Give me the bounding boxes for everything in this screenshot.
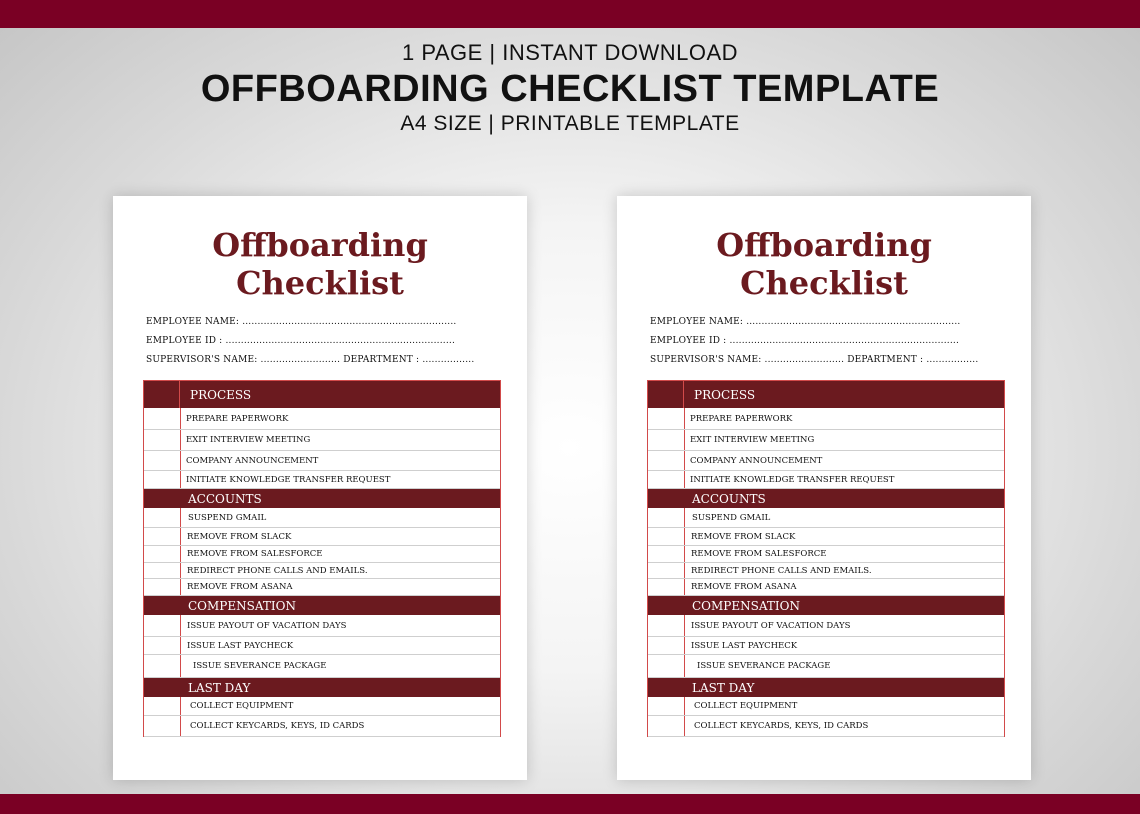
section-header	[648, 489, 1004, 508]
checklist-row	[144, 615, 500, 637]
checklist-item-label: REMOVE FROM SALESFORCE	[187, 549, 323, 559]
section-heading: ACCOUNTS	[188, 491, 262, 506]
checklist-row	[144, 546, 500, 563]
checklist-row	[648, 563, 1004, 579]
checklist-item-label: INITIATE KNOWLEDGE TRANSFER REQUEST	[690, 474, 895, 485]
employee-name-field: EMPLOYEE NAME: ......................................................................	[650, 317, 961, 327]
checkbox-cell[interactable]	[144, 697, 181, 715]
checklist-item-label: ISSUE SEVERANCE PACKAGE	[697, 661, 831, 671]
checkbox-cell[interactable]	[648, 546, 685, 562]
section-heading: PROCESS	[190, 387, 252, 402]
checklist-item-label: ISSUE LAST PAYCHECK	[187, 640, 294, 651]
checklist-item-label: ISSUE SEVERANCE PACKAGE	[193, 661, 327, 671]
checklist-title-line2: Checklist	[236, 264, 404, 302]
banner-line2: A4 SIZE | PRINTABLE TEMPLATE	[400, 112, 740, 135]
employee-name-field: EMPLOYEE NAME: ......................................................................	[146, 317, 457, 327]
checklist-item-label: PREPARE PAPERWORK	[690, 413, 793, 424]
checklist-row	[144, 408, 500, 430]
checklist-title	[617, 226, 1031, 302]
checklist-page-left	[113, 196, 527, 780]
checklist-row	[648, 508, 1004, 528]
checklist-row	[648, 716, 1004, 737]
checklist-item-label: COMPANY ANNOUNCEMENT	[690, 455, 823, 466]
section-header	[648, 596, 1004, 615]
checklist-item-label: REMOVE FROM ASANA	[187, 582, 293, 592]
checklist-row	[144, 655, 500, 678]
checklist-item-label: COLLECT KEYCARDS, KEYS, ID CARDS	[190, 721, 365, 731]
checklist-row	[648, 615, 1004, 637]
checkbox-cell[interactable]	[648, 615, 685, 636]
checklist-item-label: COLLECT KEYCARDS, KEYS, ID CARDS	[694, 721, 869, 731]
column-divider	[179, 381, 180, 408]
checklist-title-line1: Offboarding	[716, 226, 932, 264]
checklist-row	[144, 697, 500, 716]
checklist-item-label: REMOVE FROM SLACK	[691, 531, 796, 542]
checkbox-cell[interactable]	[648, 579, 685, 595]
checklist-item-label: ISSUE PAYOUT OF VACATION DAYS	[691, 620, 851, 631]
checkbox-cell[interactable]	[144, 408, 181, 429]
checklist-row	[648, 430, 1004, 451]
section-header	[144, 596, 500, 615]
section-heading: COMPENSATION	[188, 598, 296, 613]
section-heading: LAST DAY	[692, 680, 755, 695]
checklist-item-label: REMOVE FROM ASANA	[691, 582, 797, 592]
checklist-row	[648, 451, 1004, 471]
checkbox-cell[interactable]	[144, 508, 181, 527]
bottom-band	[0, 794, 1140, 814]
checklist-row	[144, 451, 500, 471]
checkbox-cell[interactable]	[648, 637, 685, 654]
checklist-row	[144, 579, 500, 596]
checkbox-cell[interactable]	[648, 563, 685, 578]
checklist-row	[648, 471, 1004, 489]
section-heading: COMPENSATION	[692, 598, 800, 613]
checkbox-cell[interactable]	[144, 528, 181, 545]
checkbox-cell[interactable]	[144, 471, 181, 488]
checklist-row	[648, 655, 1004, 678]
checklist-row	[648, 697, 1004, 716]
section-heading: LAST DAY	[188, 680, 251, 695]
checklist-row	[144, 471, 500, 489]
checklist-item-label: EXIT INTERVIEW MEETING	[690, 435, 815, 445]
checklist-item-label: EXIT INTERVIEW MEETING	[186, 435, 311, 445]
supervisor-department-field: SUPERVISOR'S NAME: .......................... DEPARTMENT : .................	[146, 355, 475, 365]
checklist-item-label: SUSPEND GMAIL	[692, 512, 771, 523]
section-header	[144, 381, 500, 408]
checklist-item-label: INITIATE KNOWLEDGE TRANSFER REQUEST	[186, 474, 391, 485]
checkbox-cell[interactable]	[144, 579, 181, 595]
column-divider	[683, 381, 684, 408]
checkbox-cell[interactable]	[144, 716, 181, 736]
checklist-item-label: REDIRECT PHONE CALLS AND EMAILS.	[187, 565, 368, 576]
checklist-item-label: COLLECT EQUIPMENT	[694, 701, 798, 711]
checklist-item-label: COLLECT EQUIPMENT	[190, 701, 294, 711]
employee-id-field: EMPLOYEE ID : ...........................................................................	[146, 336, 456, 346]
checklist-row	[144, 716, 500, 737]
checkbox-cell[interactable]	[144, 430, 181, 450]
checklist-title-line1: Offboarding	[212, 226, 428, 264]
checklist-page-right	[617, 196, 1031, 780]
checkbox-cell[interactable]	[144, 615, 181, 636]
section-heading: ACCOUNTS	[692, 491, 766, 506]
section-header	[648, 381, 1004, 408]
checklist-row	[648, 546, 1004, 563]
checklist-title-line2: Checklist	[740, 264, 908, 302]
checklist-row	[648, 579, 1004, 596]
banner-line1: 1 PAGE | INSTANT DOWNLOAD	[401, 40, 739, 65]
checklist-row	[144, 637, 500, 655]
banner-title: OFFBOARDING CHECKLIST TEMPLATE	[200, 68, 940, 110]
top-band	[0, 0, 1140, 28]
checkbox-cell[interactable]	[144, 563, 181, 578]
employee-id-field: EMPLOYEE ID : ...........................................................................	[650, 336, 960, 346]
checklist-item-label: REMOVE FROM SALESFORCE	[691, 549, 827, 559]
checkbox-cell[interactable]	[648, 655, 685, 677]
supervisor-department-field: SUPERVISOR'S NAME: .......................... DEPARTMENT : .................	[650, 355, 979, 365]
checkbox-cell[interactable]	[648, 508, 685, 527]
checkbox-cell[interactable]	[144, 546, 181, 562]
checklist-row	[144, 528, 500, 546]
checklist-row	[648, 528, 1004, 546]
section-header	[144, 678, 500, 697]
checklist-row	[144, 563, 500, 579]
checklist-table	[647, 380, 1005, 737]
checkbox-cell[interactable]	[648, 451, 685, 470]
section-heading: PROCESS	[694, 387, 756, 402]
checkbox-cell[interactable]	[648, 716, 685, 736]
checklist-item-label: SUSPEND GMAIL	[188, 512, 267, 523]
checkbox-cell[interactable]	[648, 471, 685, 488]
checklist-item-label: REMOVE FROM SLACK	[187, 531, 292, 542]
checkbox-cell[interactable]	[648, 408, 685, 429]
checklist-item-label: ISSUE PAYOUT OF VACATION DAYS	[187, 620, 347, 631]
checkbox-cell[interactable]	[648, 528, 685, 545]
section-header	[648, 678, 1004, 697]
checkbox-cell[interactable]	[144, 655, 181, 677]
checklist-item-label: COMPANY ANNOUNCEMENT	[186, 455, 319, 466]
checklist-row	[648, 408, 1004, 430]
checklist-row	[648, 637, 1004, 655]
checkbox-cell[interactable]	[648, 697, 685, 715]
checkbox-cell[interactable]	[648, 430, 685, 450]
checklist-title	[113, 226, 527, 302]
checkbox-cell[interactable]	[144, 637, 181, 654]
checklist-table	[143, 380, 501, 737]
section-header	[144, 489, 500, 508]
checklist-item-label: REDIRECT PHONE CALLS AND EMAILS.	[691, 565, 872, 576]
checklist-row	[144, 430, 500, 451]
checklist-item-label: ISSUE LAST PAYCHECK	[691, 640, 798, 651]
checklist-item-label: PREPARE PAPERWORK	[186, 413, 289, 424]
checkbox-cell[interactable]	[144, 451, 181, 470]
checklist-row	[144, 508, 500, 528]
